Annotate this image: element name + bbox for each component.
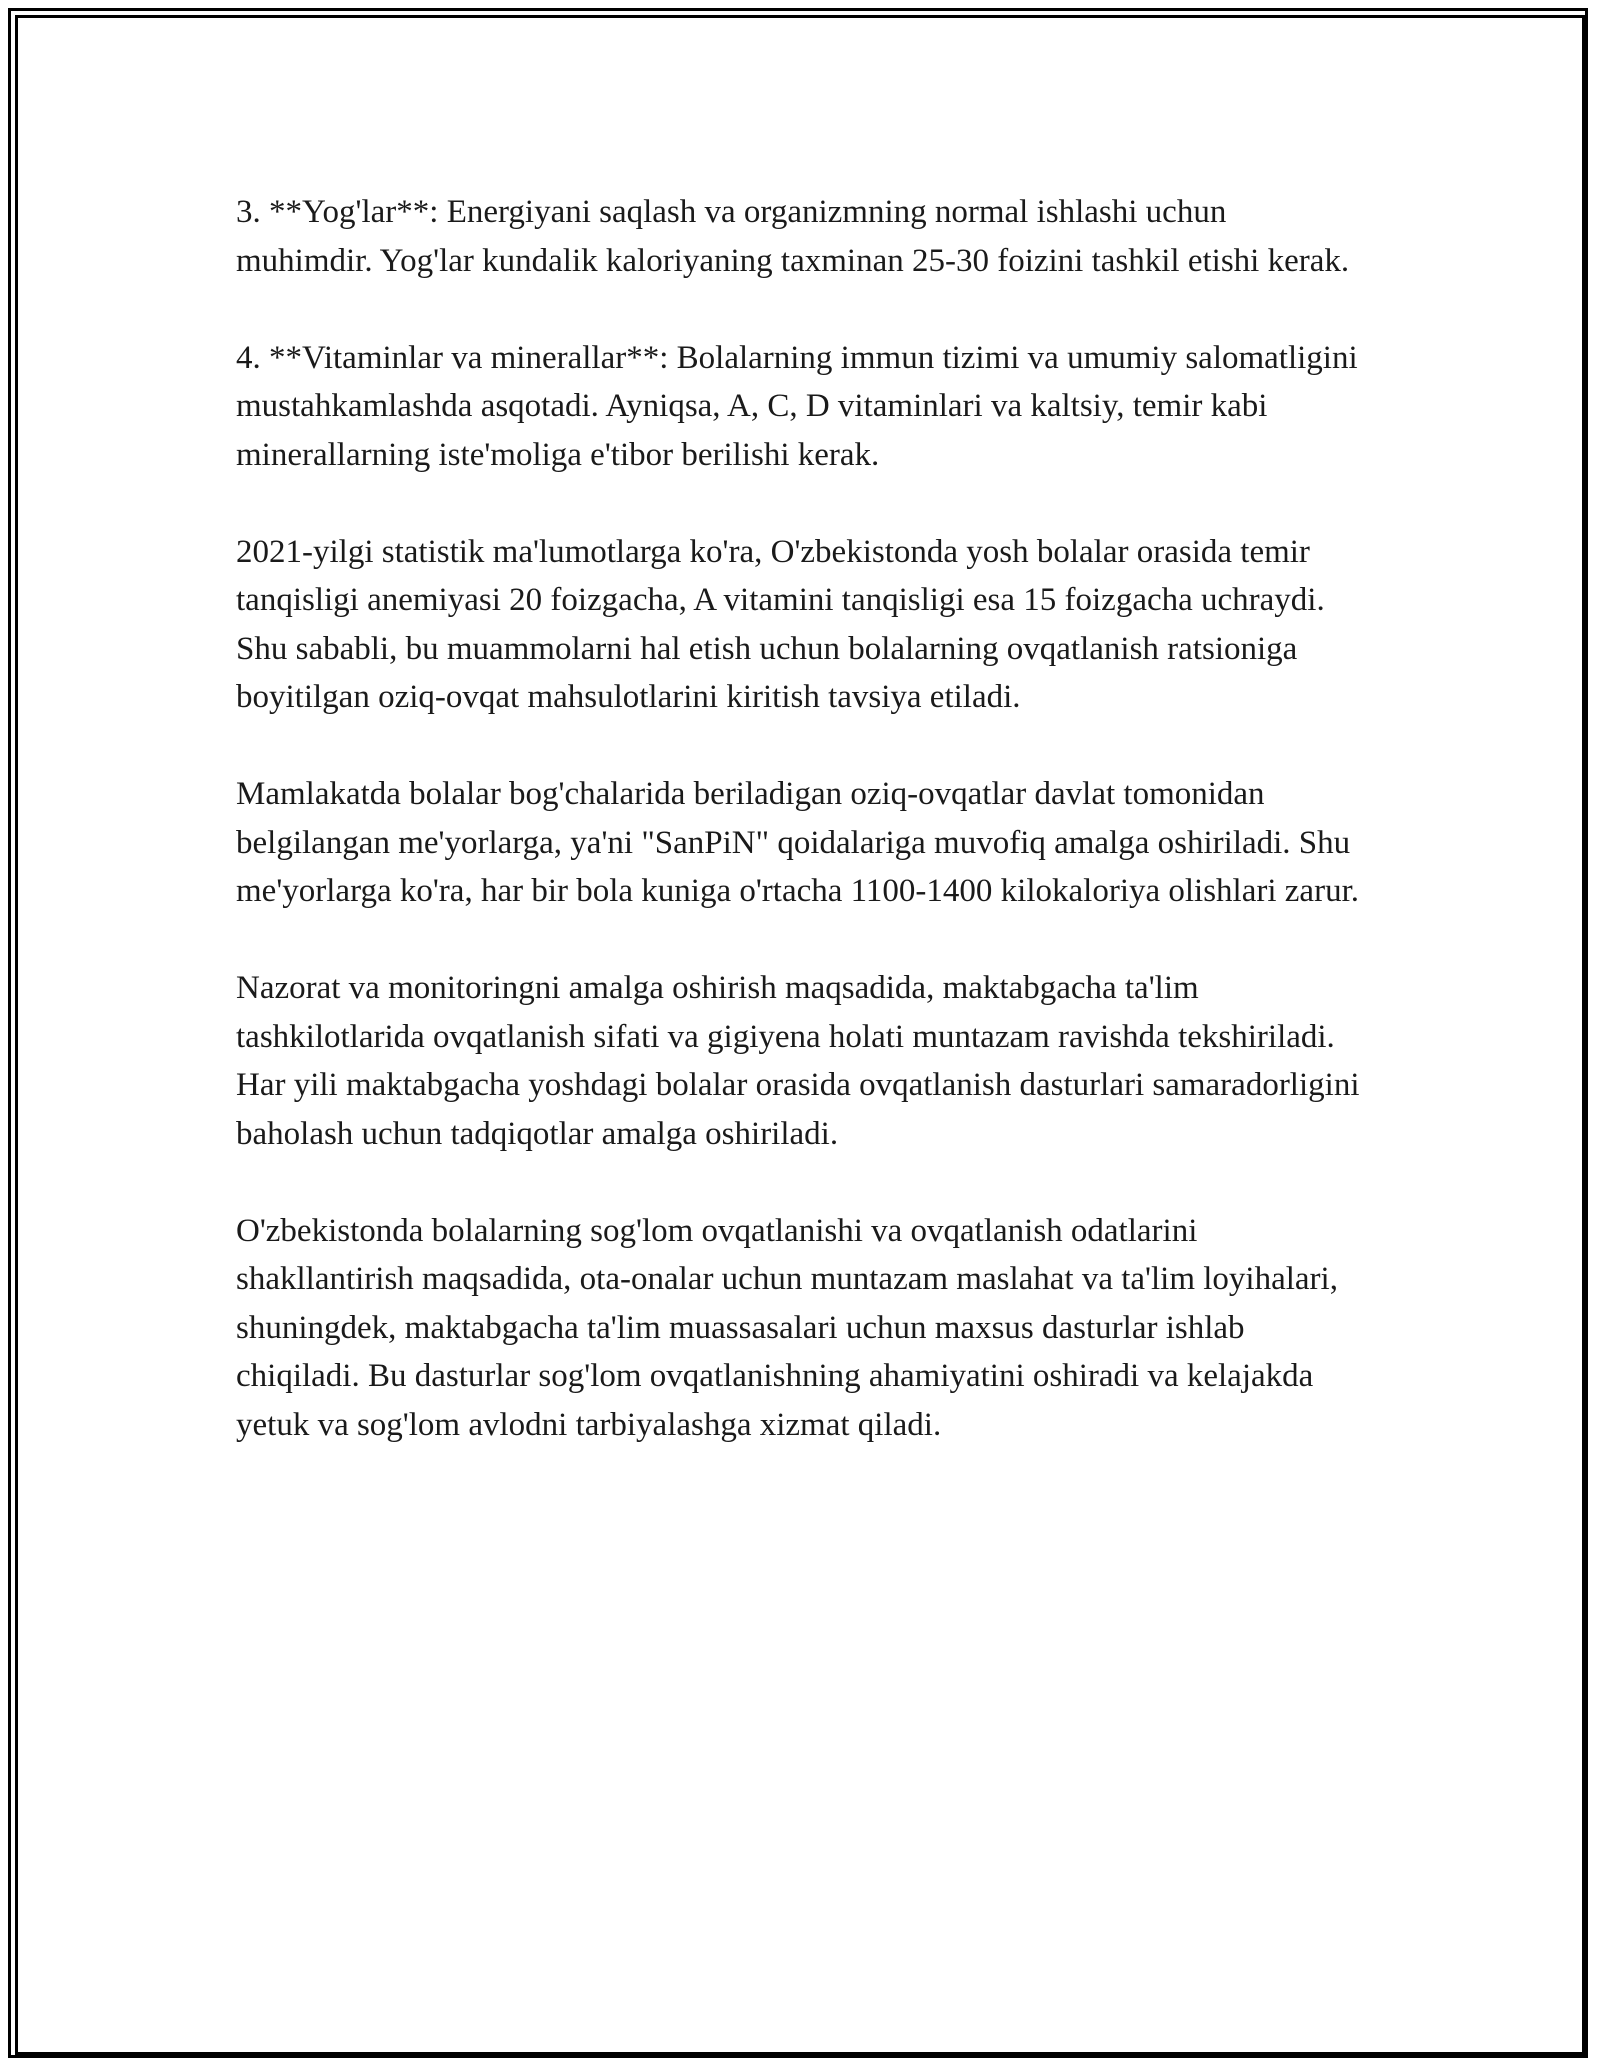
paragraph-healthy-eating-programs: O'zbekistonda bolalarning sog'lom ovqatlanishi va ovqatlanish odatlarini shakllantirish maqsadida, ota-onalar uchun muntazam maslahat va ta'lim loyihalari, shuningdek, maktabgacha ta'lim muassasalari uchun maxsus dasturlar ishlab chiqiladi. Bu dasturlar sog'lom ovqatlanishning ahamiyatini oshiradi va kelajakda yetuk va sog'lom avlodni tarbiyalashga xizmat qiladi. xyxy=(236,1212,1338,1443)
document-body xyxy=(236,188,1366,1498)
paragraph-fats: 3. **Yog'lar**: Energiyani saqlash va organizmning normal ishlashi uchun muhimdir. Yog'lar kundalik kaloriyaning taxminan 25-30 foizini tashkil etishi kerak. xyxy=(236,194,1350,279)
paragraph-sanpin-norms: Mamlakatda bolalar bog'chalarida beriladigan oziq-ovqatlar davlat tomonidan belgilangan me'yorlarga, ya'ni "SanPiN" qoidalariga muvofiq amalga oshiriladi. Shu me'yorlarga ko'ra, har bir bola kuniga o'rtacha 1100-1400 kilokaloriya olishlari zarur. xyxy=(236,776,1359,909)
paragraph-statistics-2021: 2021-yilgi statistik ma'lumotlarga ko'ra, O'zbekistonda yosh bolalar orasida temir tanqisligi anemiyasi 20 foizgacha, A vitamini tanqisligi esa 15 foizgacha uchraydi. Shu sababli, bu muammolarni hal etish uchun bolalarning ovqatlanish ratsioniga boyitilgan oziq-ovqat mahsulotlarini kiritish tavsiya etiladi. xyxy=(236,533,1325,715)
paragraph-monitoring: Nazorat va monitoringni amalga oshirish maqsadida, maktabgacha ta'lim tashkilotlarida ovqatlanish sifati va gigiyena holati muntazam ravishda tekshiriladi. Har yili maktabgacha yoshdagi bolalar orasida ovqatlanish dasturlari samaradorligini baholash uchun tadqiqotlar amalga oshiriladi. xyxy=(236,970,1360,1152)
paragraph-vitamins-minerals: 4. **Vitaminlar va minerallar**: Bolalarning immun tizimi va umumiy salomatligini mustahkamlashda asqotadi. Ayniqsa, A, C, D vitaminlari va kaltsiy, temir kabi minerallarning iste'moliga e'tibor berilishi kerak. xyxy=(236,339,1358,473)
